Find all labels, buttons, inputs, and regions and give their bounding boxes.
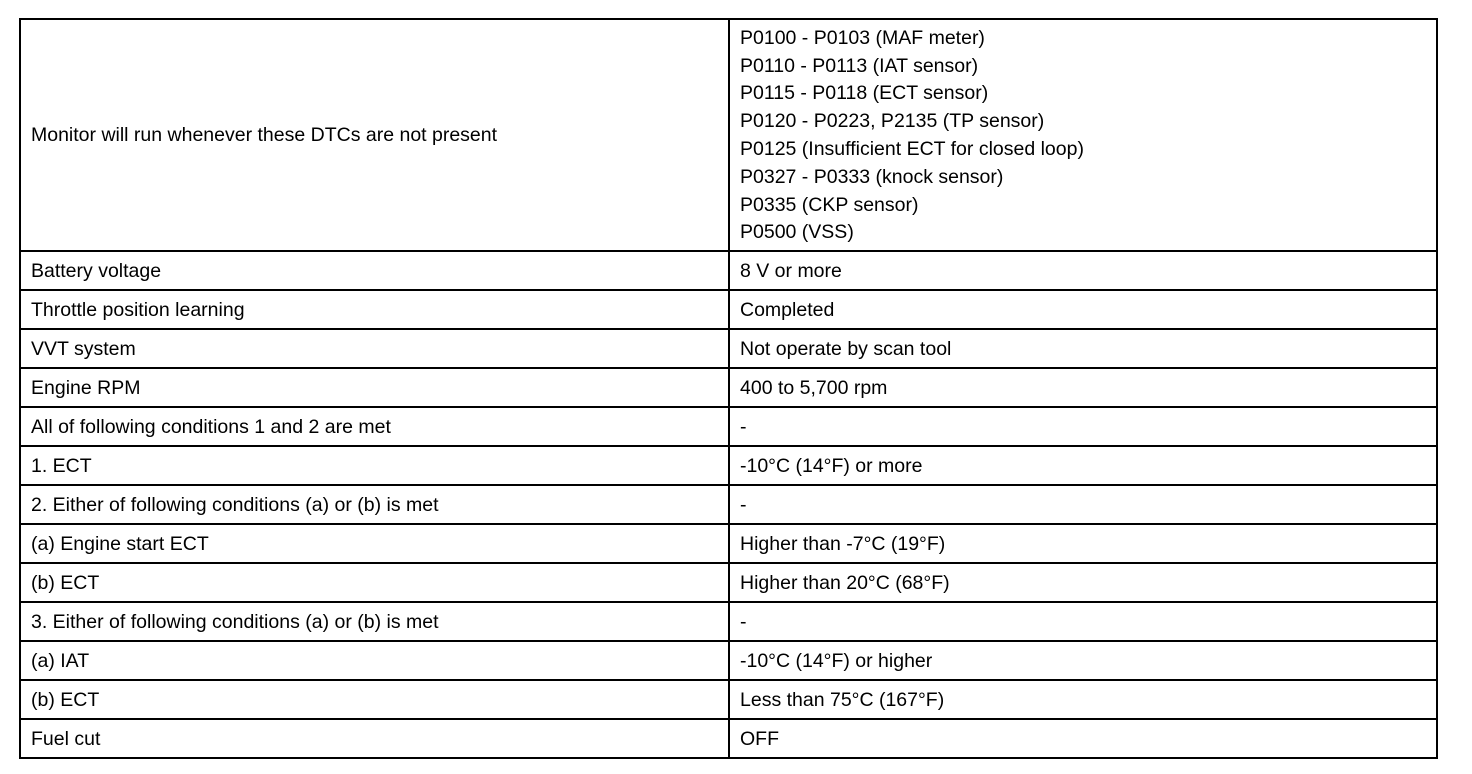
table-row <box>20 719 1437 758</box>
condition-cell: VVT system <box>20 329 729 368</box>
value-cell: Not operate by scan tool <box>729 329 1437 368</box>
value-cell: Higher than -7°C (19°F) <box>729 524 1437 563</box>
table-row <box>20 680 1437 719</box>
value-cell: Less than 75°C (167°F) <box>729 680 1437 719</box>
value-cell: Higher than 20°C (68°F) <box>729 563 1437 602</box>
table-row <box>20 368 1437 407</box>
dtc-item: P0100 - P0103 (MAF meter) <box>740 26 985 49</box>
condition-cell: Fuel cut <box>20 719 729 758</box>
condition-cell: All of following conditions 1 and 2 are met <box>20 407 729 446</box>
value-cell: Completed <box>729 290 1437 329</box>
table-row <box>20 329 1437 368</box>
table-row <box>20 446 1437 485</box>
table-row-dtc-exclusions <box>20 19 1437 251</box>
value-cell: 8 V or more <box>729 251 1437 290</box>
dtc-item: P0120 - P0223, P2135 (TP sensor) <box>740 110 1045 133</box>
dtc-item: P0125 (Insufficient ECT for closed loop) <box>740 138 1084 160</box>
table-row <box>20 641 1437 680</box>
value-cell: 400 to 5,700 rpm <box>729 368 1437 407</box>
dtc-item: P0335 (CKP sensor) <box>740 193 919 216</box>
value-cell: - <box>729 485 1437 524</box>
table-row <box>20 602 1437 641</box>
table-row <box>20 407 1437 446</box>
value-cell: - <box>729 407 1437 446</box>
condition-cell: 2. Either of following conditions (a) or (b) is met <box>20 485 729 524</box>
value-cell: - <box>729 602 1437 641</box>
table-row <box>20 290 1437 329</box>
dtc-item: P0110 - P0113 (IAT sensor) <box>740 54 979 77</box>
dtc-list <box>740 23 1426 247</box>
condition-cell: Engine RPM <box>20 368 729 407</box>
condition-cell: (b) ECT <box>20 563 729 602</box>
condition-cell: (a) IAT <box>20 641 729 680</box>
value-cell: -10°C (14°F) or higher <box>729 641 1437 680</box>
condition-cell: 1. ECT <box>20 446 729 485</box>
table-row <box>20 563 1437 602</box>
table-row <box>20 485 1437 524</box>
condition-cell: 3. Either of following conditions (a) or (b) is met <box>20 602 729 641</box>
value-cell: -10°C (14°F) or more <box>729 446 1437 485</box>
dtc-item: P0327 - P0333 (knock sensor) <box>740 165 1004 188</box>
value-cell: OFF <box>729 719 1437 758</box>
condition-cell: (a) Engine start ECT <box>20 524 729 563</box>
condition-cell: (b) ECT <box>20 680 729 719</box>
dtc-item: P0500 (VSS) <box>740 221 854 244</box>
table-row <box>20 524 1437 563</box>
condition-cell: Battery voltage <box>20 251 729 290</box>
dtc-item: P0115 - P0118 (ECT sensor) <box>740 82 989 105</box>
monitor-conditions-table <box>19 18 1438 759</box>
condition-cell: Throttle position learning <box>20 290 729 329</box>
condition-cell: Monitor will run whenever these DTCs are not present <box>20 19 729 251</box>
dtc-list-cell <box>729 19 1437 251</box>
table-row <box>20 251 1437 290</box>
